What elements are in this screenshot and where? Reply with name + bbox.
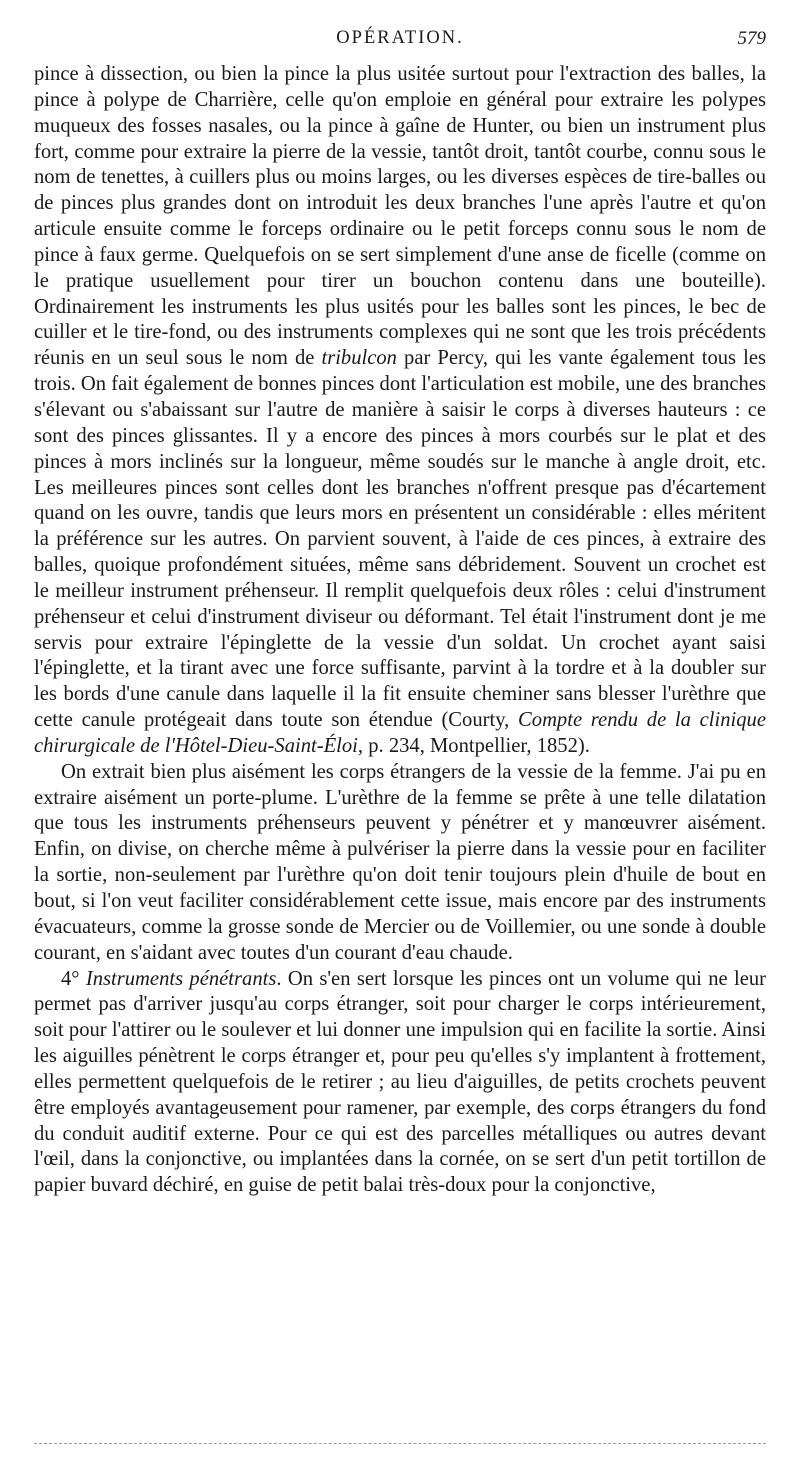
text-run: pince à dissection, ou bien la pince la plus usitée surtout pour l'extraction des balles, la pince à polype de Charrière, celle qu'on emploie en général pour extraire les polypes muqueux des fosses nasales, ou la pince à gaîne de Hunter, ou bien un instrument plus fort, comme pour extraire la pierre de la vessie, tantôt droit, tantôt courbe, connu sous le nom de tenettes, à cuillers plus ou moins larges, ou les diverses espèces de tire-balles ou de pinces plus grandes dont on introduit les deux branches l'une après l'autre et qu'on articule ensuite comme le forceps ordinaire ou le petit forceps connu sous le nom de pince à faux germe. Quelquefois on se sert simplement d'une anse de ficelle (comme on le pratique usuellement pour tirer un bouchon contenu dans une bouteille). Ordinairement les instruments les plus usités pour les balles sont les pinces, le bec de cuiller et le tire-fond, ou des instruments complexes qui ne sont que les trois précédents réunis en un seul sous le nom de (34, 63, 766, 370)
text-run: . On s'en sert lorsque les pinces ont un volume qui ne leur permet pas d'arriver jusqu'au corps étranger, soit pour charger le corps intérieurement, soit pour l'attirer ou le soulever et lui donner une impulsion qui en facilite la sortie. Ainsi les aiguilles pénètrent le corps étranger et, pour peu qu'elles s'y implantent à frottement, elles permettent quelquefois de le retirer ; au lieu d'aiguilles, de petits crochets peuvent être employés avantageusement pour ramener, par exemple, des corps étrangers du fond du conduit auditif externe. Pour ce qui est des parcelles métalliques ou autres devant l'œil, dans la conjonctive, ou implantées dans la cornée, on se sert d'un petit tortillon de papier buvard déchiré, en guise de petit balai très-doux pour la conjonctive, (34, 967, 766, 1197)
text-run: On extrait bien plus aisément les corps étrangers de la vessie de la femme. J'ai pu en extraire aisément un porte-plume. L'urèthre de la femme se prête à une telle dilatation que tous les instruments préhenseurs peuvent y pénétrer et y manœuvrer aisément. Enfin, on divise, on cherche même à pulvériser la pierre dans la vessie pour en faciliter la sortie, non-seulement par l'urèthre qu'on doit tenir toujours plein d'huile de bout en bout, si l'on veut faciliter considérablement cette issue, mais encore par des instruments évacuateurs, comme la grosse sonde de Mercier ou de Voillemier, ou une sonde à double courant, en s'aidant avec toutes d'un courant d'eau chaude. (34, 760, 766, 964)
italic-term-tribulcon: tribulcon (321, 347, 397, 370)
section-number: 4° (61, 967, 86, 990)
paragraph-2 (34, 760, 766, 967)
paragraph-1 (34, 62, 766, 760)
citation-title: Compte rendu de la clinique chirurgicale de l'Hôtel-Dieu-Saint-Éloi (34, 709, 766, 757)
running-title: OPÉRATION. (336, 28, 464, 48)
running-head (34, 28, 766, 54)
paragraph-3 (34, 967, 766, 1200)
body-text (34, 62, 766, 1199)
footer-rule (34, 1443, 766, 1444)
text-run: , p. 234, Montpellier, 1852). (357, 734, 590, 757)
page-number: 579 (737, 28, 766, 49)
section-heading: Instruments pénétrants (85, 967, 277, 990)
text-run: par Percy, qui les vante également tous les trois. On fait également de bonnes pinces dont l'articulation est mobile, une des branches s'élevant ou s'abaissant sur l'autre de manière à saisir le corps à diverses hauteurs : ce sont des pinces glissantes. Il y a encore des pinces à mors courbés sur le plat et des pinces à mors inclinés sur la longueur, même soudés sur le manche à angle droit, etc. Les meilleures pinces sont celles dont les branches n'offrent presque pas d'écartement quand on les ouvre, tandis que leurs mors en présentent un considérable : elles méritent la préférence sur les autres. On parvient souvent, à l'aide de ces pinces, à extraire des balles, quoique profondément situées, même sans débridement. Souvent un crochet est le meilleur instrument préhenseur. Il remplit quelquefois deux rôles : celui d'instrument préhenseur et celui d'instrument diviseur ou déformant. Tel était l'instrument dont je me servis pour extraire l'épinglette de la vessie d'un soldat. Un crochet ayant saisi l'épinglette, et la tirant avec une force suffisante, parvint à la tordre et à la doubler sur les bords d'une canule dans laquelle il la fit ensuite cheminer sans blesser l'urèthre que cette canule protégeait dans toute son étendue (Courty, (34, 347, 766, 732)
